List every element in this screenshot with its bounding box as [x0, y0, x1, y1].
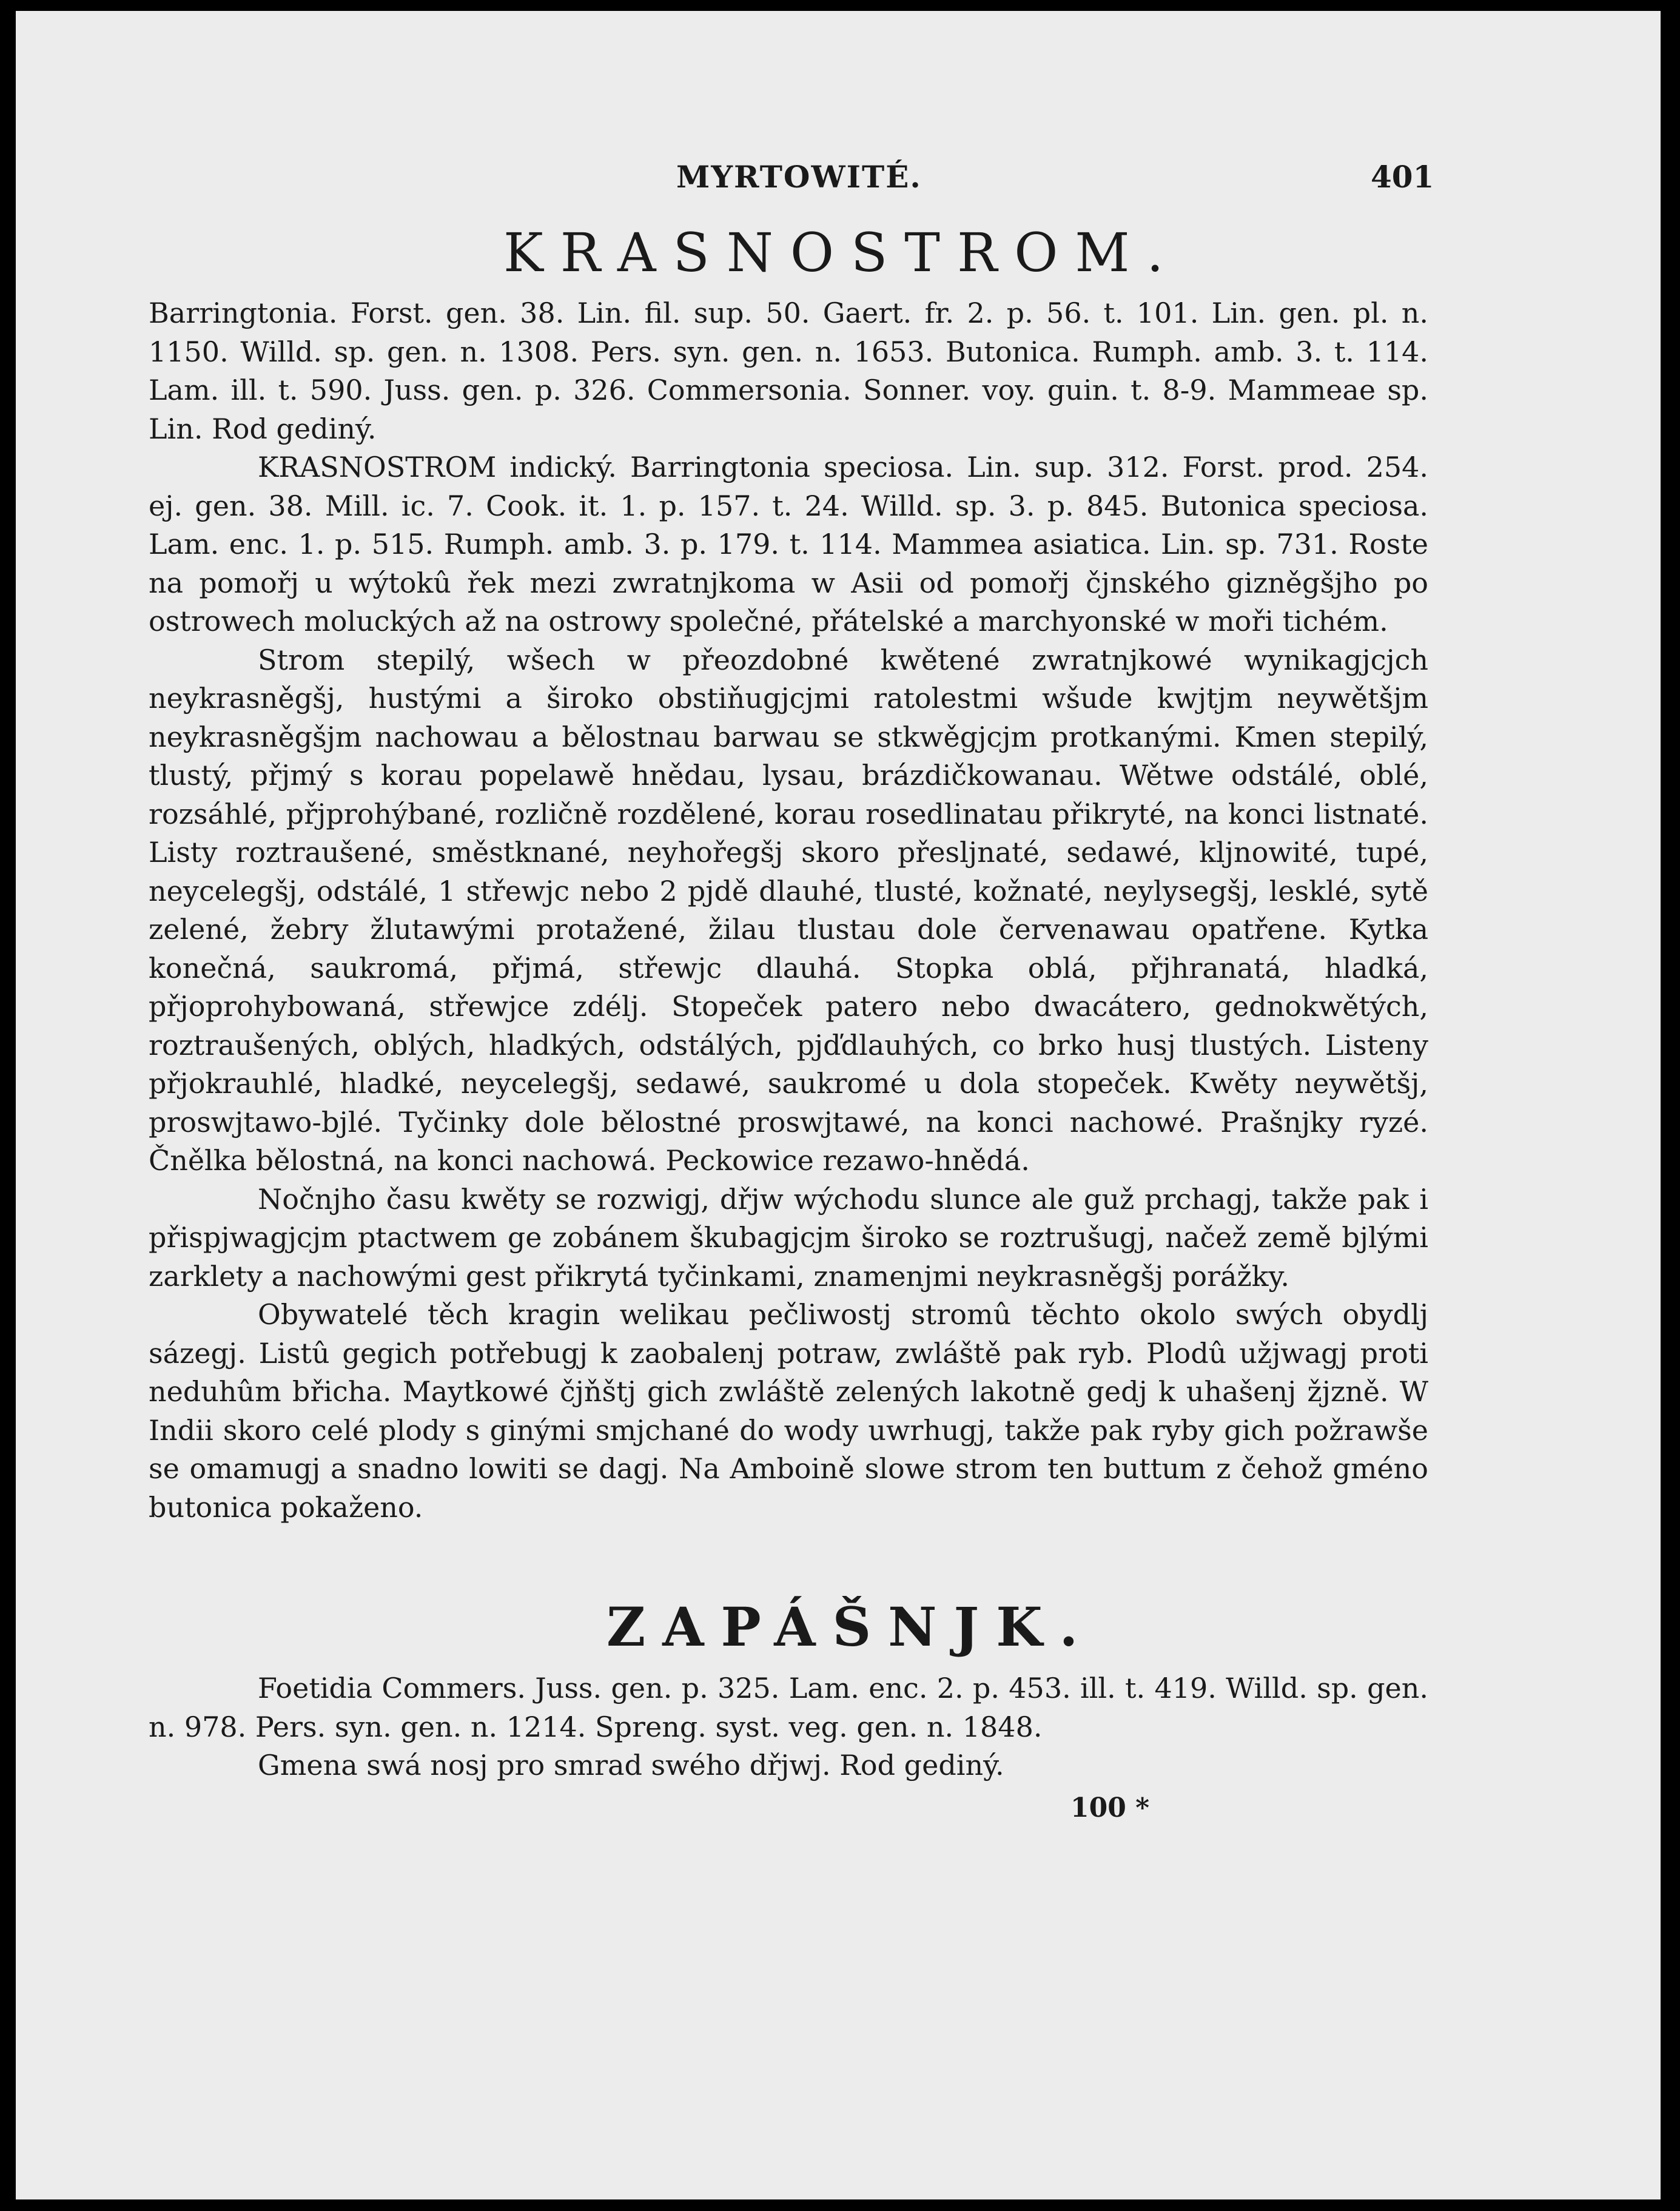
- paragraph-tree-description: Strom stepilý, wšech w přeozdobné kwětené zwratnjkowé wynikagjcjch neykrasněgšj, hustými a široko obstiňugjcjmi ratolestmi wšude kwjtjm neywětšjm neykrasněgšjm nachowau a bělostnau barwau se stkwěgjcjm protkanými. Kmen stepilý, tlustý, přjmý s korau popelawě hnědau, lysau, brázdičkowanau. Wětwe odstálé, oblé, rozsáhlé, přjprohýbané, rozličně rozdělené, korau rosedlinatau přikryté, na konci listnaté. Listy roztraušené, směstknané, neyhořegšj skoro přesljnaté, sedawé, kljnowité, tupé, neycelegšj, odstálé, 1 střewjc nebo 2 pjdě dlauhé, tlusté, kožnaté, neylysegšj, lesklé, sytě zelené, žebry žlutawými protažené, žilau tlustau dole červenawau opatřene. Kytka konečná, saukromá, přjmá, střewjc dlauhá. Stopka oblá, přjhranatá, hladká, přjoprohybowaná, střewjce zdélj. Stopeček patero nebo dwacátero, gednokwětých, roztraušených, oblých, hladkých, odstálých, pjďdlauhých, co brko husj tlustých. Listeny přjokrauhlé, hladké, neycelegšj, sedawé, saukromé u dola stopeček. Kwěty neywětšj, proswjtawo-bjlé. Tyčinky dole bělostné proswjtawé, na konci nachowé. Prašnjky ryzé. Čnělka bělostná, na konci nachowá. Peckowice rezawo-hnědá.: [149, 643, 1428, 1177]
- section-title-zapasnjk: ZAPÁŠNJK.: [606, 1595, 1095, 1658]
- paragraph-uses: Obywatelé těch kragin welikau pečliwostj stromû těchto okolo swých obydlj sázegj. Listû gegich potřebugj k zaobalenj potraw, zwláště pak ryb. Plodû užjwagj proti neduhûm břicha. Maytkowé čjňštj gich zwláště zelených lakotně gedj k uhašenj žjzně. W Indii skoro celé plody s ginými smjchané do wody uwrhugj, takže pak ryby gich požrawše se omamugj a snadno lowiti se dagj. Na Amboině slowe strom ten buttum z čehož gméno butonica pokaženo.: [149, 1298, 1428, 1524]
- page-number: 401: [1371, 159, 1434, 195]
- paragraph-genus-synonyms: Foetidia Commers. Juss. gen. p. 325. Lam. enc. 2. p. 453. ill. t. 419. Willd. sp. gen. n. 978. Pers. syn. gen. n. 1214. Spreng. syst. veg. gen. n. 1848.: [149, 1672, 1428, 1743]
- paragraph-name-origin: Gmena swá nosj pro smrad swého dřjwj. Rod gediný.: [258, 1749, 1004, 1782]
- paragraph-flowering: Nočnjho času kwěty se rozwigj, dřjw wýchodu slunce ale guž prchagj, takže pak i přispjwagjcjm ptactwem ge zobánem škubagjcjm široko se roztrušugj, načež země bjlými zarklety a nachowými gest přikrytá tyčinkami, znamenjmi neykrasněgšj porážky.: [149, 1182, 1428, 1293]
- running-head: MYRTOWITÉ.: [676, 159, 922, 195]
- paragraph-genus-synonyms: Barringtonia. Forst. gen. 38. Lin. fil. sup. 50. Gaert. fr. 2. p. 56. t. 101. Lin. gen. pl. n. 1150. Willd. sp. gen. n. 1308. Pers. syn. gen. n. 1653. Butonica. Rumph. amb. 3. t. 114. Lam. ill. t. 590. Juss. gen. p. 326. Commersonia. Sonner. voy. guin. t. 8-9. Mammeae sp. Lin. Rod gediný.: [149, 297, 1428, 445]
- section-body-zapasnjk: [149, 1669, 1428, 1785]
- section-title-krasnostrom: KRASNOSTROM.: [503, 221, 1181, 284]
- printer-signature-mark: 100 *: [1070, 1792, 1150, 1823]
- section-body-krasnostrom: [149, 294, 1428, 1527]
- paragraph-species-description: KRASNOSTROM indický. Barringtonia speciosa. Lin. sup. 312. Forst. prod. 254. ej. gen. 38. Mill. ic. 7. Cook. it. 1. p. 157. t. 24. Willd. sp. 3. p. 845. Butonica speciosa. Lam. enc. 1. p. 515. Rumph. amb. 3. p. 179. t. 114. Mammea asiatica. Lin. sp. 731. Roste na pomořj u wýtokû řek mezi zwratnjkoma w Asii od pomořj čjnského gizněgšjho po ostrowech moluckých až na ostrowy společné, přátelské a marchyonské w moři tichém.: [149, 451, 1428, 638]
